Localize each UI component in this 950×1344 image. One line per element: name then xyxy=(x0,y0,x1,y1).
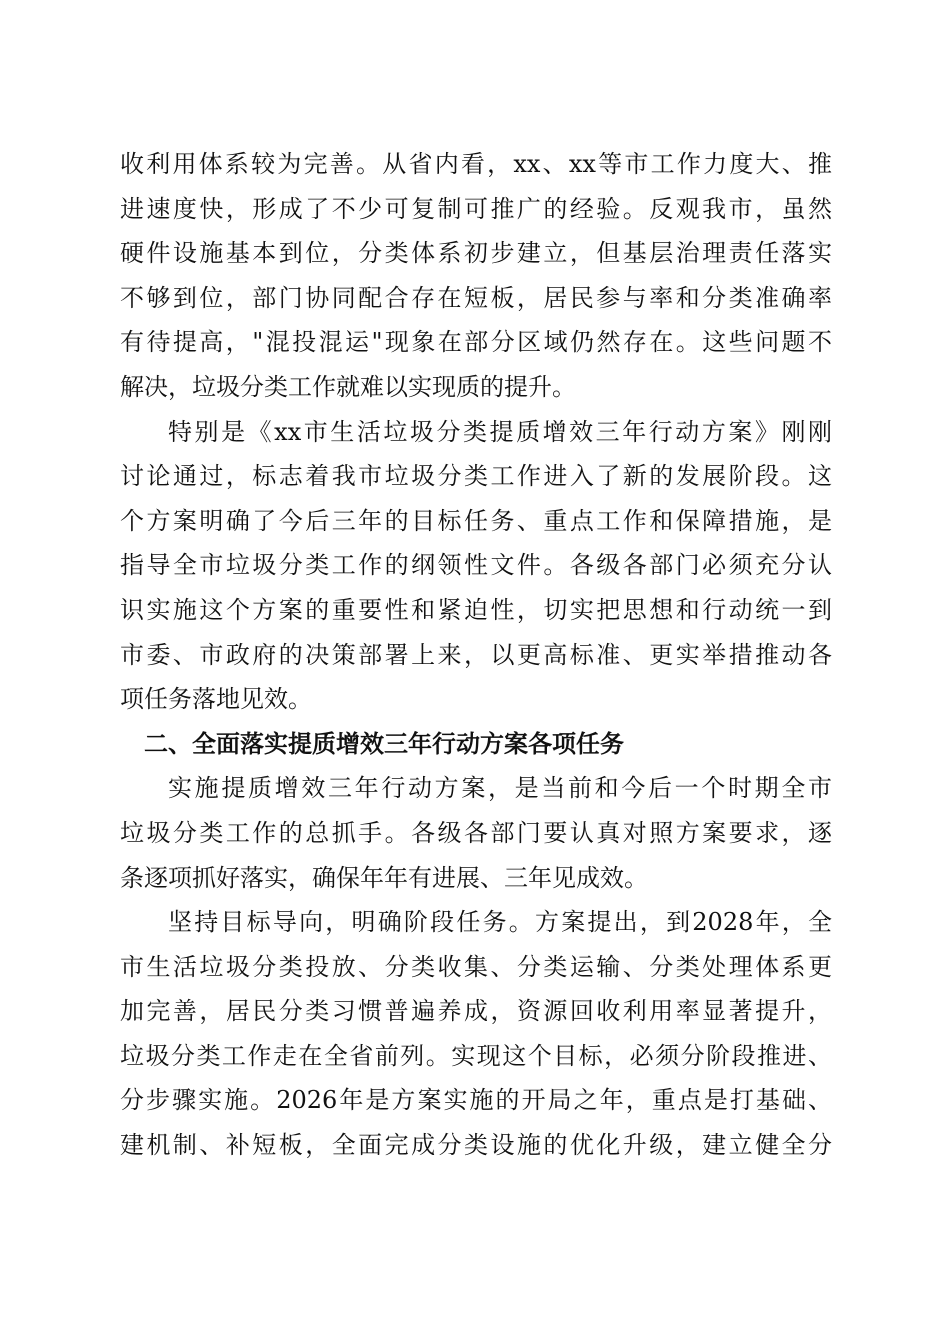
text-line: 分步骤实施。2026年是方案实施的开局之年，重点是打基础、 xyxy=(120,1086,832,1115)
text-line: 市生活垃圾分类投放、分类收集、分类运输、分类处理体系更 xyxy=(120,952,832,981)
text-line: 条逐项抓好落实，确保年年有进展、三年见成效。 xyxy=(120,863,648,892)
text-line: 项任务落地见效。 xyxy=(120,685,312,714)
paragraph-first-line: 实施提质增效三年行动方案，是当前和今后一个时期全市 xyxy=(168,774,832,803)
text-line: 垃圾分类工作走在全省前列。实现这个目标，必须分阶段推进、 xyxy=(120,1041,832,1070)
body-text xyxy=(120,142,832,1168)
text-line: 进速度快，形成了不少可复制可推广的经验。反观我市，虽然 xyxy=(120,194,832,223)
text-line: 指导全市垃圾分类工作的纲领性文件。各级各部门必须充分认 xyxy=(120,551,832,580)
text-line: 不够到位，部门协同配合存在短板，居民参与率和分类准确率 xyxy=(120,283,832,312)
paragraph-first-line: 坚持目标导向，明确阶段任务。方案提出，到2028年，全 xyxy=(168,908,832,937)
text-line: 收利用体系较为完善。从省内看，xx、xx等市工作力度大、推 xyxy=(120,150,832,178)
text-line: 有待提高，"混投混运"现象在部分区域仍然存在。这些问题不 xyxy=(120,328,832,357)
text-line: 建机制、补短板，全面完成分类设施的优化升级，建立健全分 xyxy=(120,1131,832,1160)
paragraph-first-line: 特别是《xx市生活垃圾分类提质增效三年行动方案》刚刚 xyxy=(168,417,832,446)
text-line: 硬件设施基本到位，分类体系初步建立，但基层治理责任落实 xyxy=(120,239,832,268)
text-line: 解决，垃圾分类工作就难以实现质的提升。 xyxy=(120,372,576,401)
text-line: 市委、市政府的决策部署上来，以更高标准、更实举措推动各 xyxy=(120,640,832,669)
section-heading: 二、全面落实提质增效三年行动方案各项任务 xyxy=(144,729,624,758)
text-line: 垃圾分类工作的总抓手。各级各部门要认真对照方案要求，逐 xyxy=(120,818,832,847)
text-line: 识实施这个方案的重要性和紧迫性，切实把思想和行动统一到 xyxy=(120,595,832,624)
text-line: 讨论通过，标志着我市垃圾分类工作进入了新的发展阶段。这 xyxy=(120,462,832,491)
text-line: 加完善，居民分类习惯普遍养成，资源回收利用率显著提升， xyxy=(120,997,832,1026)
text-line: 个方案明确了今后三年的目标任务、重点工作和保障措施，是 xyxy=(120,506,832,535)
